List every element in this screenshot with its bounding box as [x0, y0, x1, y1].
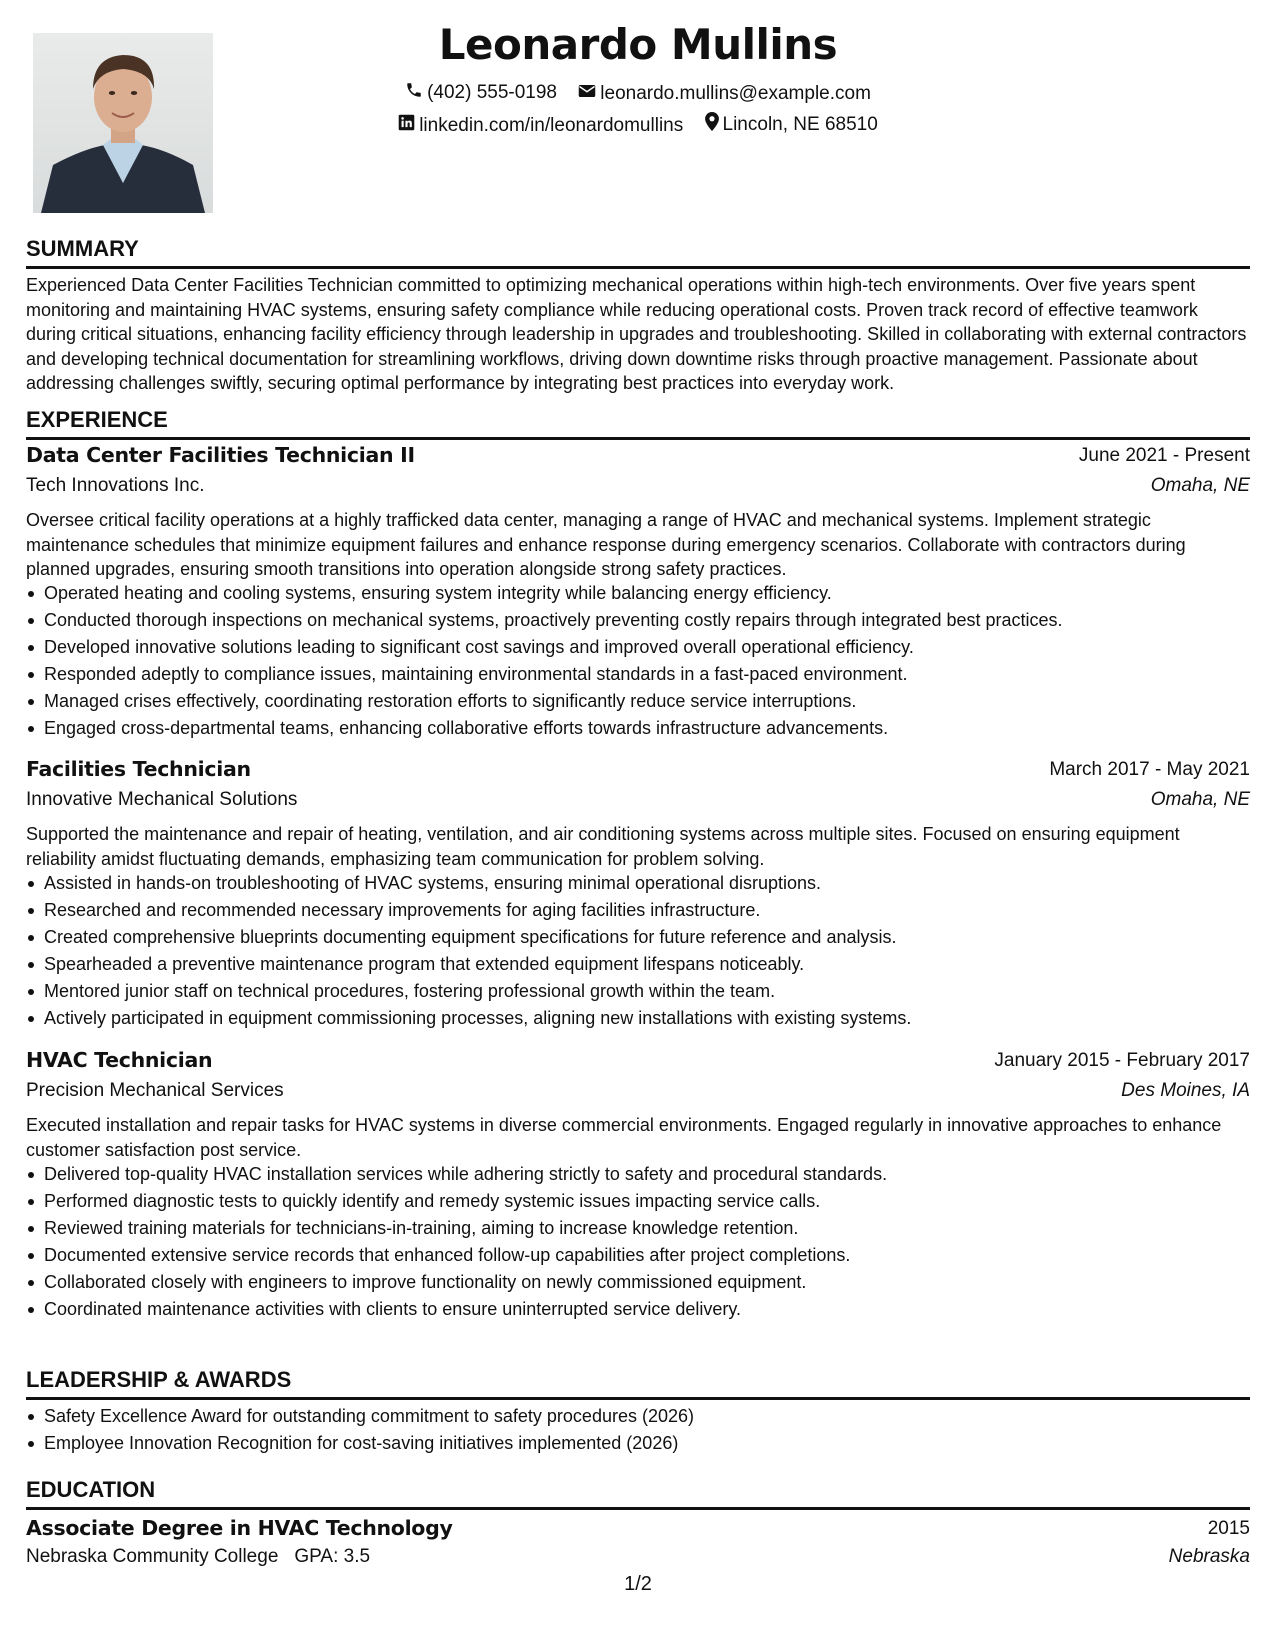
list-item: Responded adeptly to compliance issues, maintaining environmental standards in a fast-paced environment.: [44, 661, 1268, 688]
list-item: Operated heating and cooling systems, ensuring system integrity while balancing energy efficiency.: [44, 580, 1268, 607]
list-item: Assisted in hands-on troubleshooting of HVAC systems, ensuring minimal operational disruptions.: [44, 870, 1268, 897]
job-bullets: [26, 870, 1268, 1032]
job-company: Precision Mechanical Services: [26, 1080, 284, 1101]
location-text: Lincoln, NE 68510: [722, 113, 878, 135]
list-item: Spearheaded a preventive maintenance program that extended equipment lifespans noticeably.: [44, 951, 1268, 978]
job-title: HVAC Technician: [26, 1048, 213, 1072]
summary-text: Experienced Data Center Facilities Technician committed to optimizing mechanical operations within high-tech environments. Over five years spent monitoring and maintaining HVAC systems, ensuring safety compliance while reducing operational costs. Proven track record of effective teamwork during critical situations, enhancing facility efficiency through leadership in upgrades and troubleshooting. Skilled in collaborating with external contractors and developing technical documentation for streamlining workflows, driving down downtime risks through proactive management. Passionate about addressing challenges swiftly, securing optimal performance by integrating best practices into everyday work.: [26, 275, 1247, 394]
location-contact: [705, 112, 878, 137]
linkedin-contact[interactable]: [398, 114, 683, 137]
candidate-name: Leonardo Mullins: [438, 20, 838, 69]
school-line: [26, 1546, 370, 1568]
gpa: GPA: 3.5: [294, 1546, 371, 1567]
job-title: Facilities Technician: [26, 757, 251, 781]
job-description: Executed installation and repair tasks for HVAC systems in diverse commercial environments. Engaged regularly in innovative approaches to enhance customer satisfaction post service.: [26, 1115, 1222, 1160]
phone-text: (402) 555-0198: [427, 82, 557, 103]
resume-page: [26, 0, 1250, 1650]
linkedin-icon: [398, 114, 419, 137]
list-item: Reviewed training materials for technicians-in-training, aiming to increase knowledge retention.: [44, 1215, 1268, 1242]
job-company: Tech Innovations Inc.: [26, 475, 205, 496]
list-item: Created comprehensive blueprints documenting equipment specifications for future reference and analysis.: [44, 924, 1268, 951]
experience-heading: EXPERIENCE: [26, 407, 1250, 440]
summary-heading: SUMMARY: [26, 236, 1250, 269]
contact-line-1: [26, 81, 1250, 105]
contact-line-2: [26, 112, 1250, 137]
list-item: Performed diagnostic tests to quickly identify and remedy systemic issues impacting service calls.: [44, 1188, 1268, 1215]
list-item: Collaborated closely with engineers to improve functionality on newly commissioned equipment.: [44, 1269, 1268, 1296]
list-item: Employee Innovation Recognition for cost-saving initiatives implemented (2026): [44, 1430, 1268, 1457]
job-description: Oversee critical facility operations at a highly trafficked data center, managing a range of HVAC and mechanical systems. Implement strategic maintenance schedules that minimize equipment failures and enhance response during emergency scenarios. Collaborate with contractors during planned upgrades, ensuring smooth transitions into operation alongside strong safety practices.: [26, 510, 1186, 580]
job-bullets: [26, 580, 1268, 742]
list-item: Managed crises effectively, coordinating restoration efforts to significantly reduce service interruptions.: [44, 688, 1268, 715]
degree-title: Associate Degree in HVAC Technology: [26, 1516, 453, 1540]
list-item: Documented extensive service records that enhanced follow-up capabilities after project completions.: [44, 1242, 1268, 1269]
school-location: Nebraska: [1168, 1546, 1250, 1567]
list-item: Safety Excellence Award for outstanding commitment to safety procedures (2026): [44, 1403, 1268, 1430]
list-item: Mentored junior staff on technical procedures, fostering professional growth within the team.: [44, 978, 1268, 1005]
email-contact[interactable]: [578, 83, 871, 105]
linkedin-text: linkedin.com/in/leonardomullins: [419, 114, 684, 136]
job-dates: March 2017 - May 2021: [1049, 759, 1250, 780]
list-item: Conducted thorough inspections on mechanical systems, proactively preventing costly repairs through integrated best practices.: [44, 607, 1268, 634]
list-item: Developed innovative solutions leading to significant cost savings and improved overall operational efficiency.: [44, 634, 1268, 661]
job-location: Omaha, NE: [1150, 475, 1250, 496]
phone-icon: [405, 81, 427, 105]
email-text: leonardo.mullins@example.com: [600, 83, 871, 104]
job-location: Omaha, NE: [1150, 789, 1250, 810]
job-bullets: [26, 1161, 1268, 1323]
job-dates: January 2015 - February 2017: [994, 1050, 1250, 1071]
job-dates: June 2021 - Present: [1078, 445, 1250, 466]
education-heading: EDUCATION: [26, 1477, 1250, 1510]
job-description: Supported the maintenance and repair of heating, ventilation, and air conditioning systems across multiple sites. Focused on ensuring equipment reliability amidst fluctuating demands, emphasizing team communication for problem solving.: [26, 824, 1180, 869]
job-company: Innovative Mechanical Solutions: [26, 789, 298, 810]
list-item: Coordinated maintenance activities with clients to ensure uninterrupted service delivery.: [44, 1296, 1268, 1323]
job-title: Data Center Facilities Technician II: [26, 443, 415, 467]
graduation-year: 2015: [1207, 1518, 1250, 1539]
list-item: Researched and recommended necessary improvements for aging facilities infrastructure.: [44, 897, 1268, 924]
map-pin-icon: [705, 112, 723, 137]
envelope-icon: [578, 83, 600, 105]
job-location: Des Moines, IA: [1121, 1080, 1250, 1101]
phone-contact[interactable]: [405, 81, 557, 105]
school-name: Nebraska Community College: [26, 1546, 279, 1567]
awards-list: [26, 1403, 1268, 1457]
page-number: 1/2: [624, 1573, 652, 1595]
list-item: Engaged cross-departmental teams, enhancing collaborative efforts towards infrastructure advancements.: [44, 715, 1268, 742]
list-item: Delivered top-quality HVAC installation services while adhering strictly to safety and procedural standards.: [44, 1161, 1268, 1188]
list-item: Actively participated in equipment commissioning processes, aligning new installations with existing systems.: [44, 1005, 1268, 1032]
awards-heading: LEADERSHIP & AWARDS: [26, 1367, 1250, 1400]
